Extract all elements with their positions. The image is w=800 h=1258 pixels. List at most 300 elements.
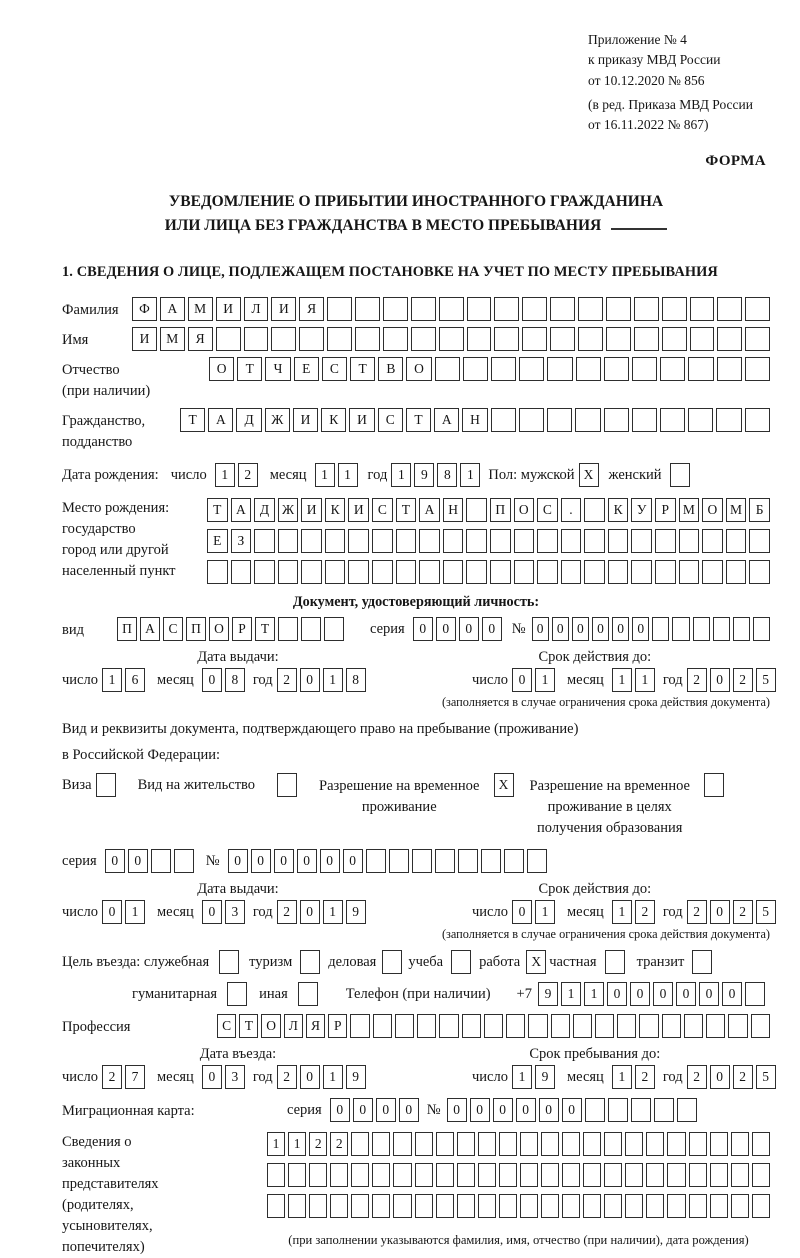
char-box[interactable] [662, 1014, 681, 1038]
char-box[interactable]: 0 [102, 900, 122, 924]
char-box[interactable] [436, 1163, 454, 1187]
given-name-input[interactable] [132, 327, 770, 351]
char-box[interactable]: 0 [607, 982, 627, 1006]
char-box[interactable]: 0 [482, 617, 502, 641]
res-issue-month-input[interactable] [202, 900, 245, 924]
char-box[interactable] [463, 357, 488, 381]
char-box[interactable] [462, 1014, 481, 1038]
char-box[interactable] [396, 560, 417, 584]
char-box[interactable]: Ж [278, 498, 299, 522]
char-box[interactable] [491, 408, 516, 432]
char-box[interactable] [728, 1014, 747, 1038]
char-box[interactable] [527, 849, 547, 873]
char-box[interactable] [350, 1014, 369, 1038]
char-box[interactable]: У [631, 498, 652, 522]
char-box[interactable] [733, 617, 750, 641]
char-box[interactable]: Т [237, 357, 262, 381]
patronymic-input[interactable] [209, 357, 770, 381]
char-box[interactable] [655, 529, 676, 553]
phone-input[interactable] [538, 982, 765, 1006]
char-box[interactable] [541, 1132, 559, 1156]
char-box[interactable] [632, 357, 657, 381]
char-box[interactable]: И [348, 498, 369, 522]
char-box[interactable] [693, 617, 710, 641]
char-box[interactable]: 6 [125, 668, 145, 692]
char-box[interactable] [662, 297, 687, 321]
char-box[interactable] [244, 327, 269, 351]
temp-residence-edu-checkbox[interactable] [704, 773, 724, 797]
char-box[interactable]: С [322, 357, 347, 381]
char-box[interactable] [672, 617, 689, 641]
char-box[interactable]: Л [244, 297, 269, 321]
char-box[interactable] [684, 1014, 703, 1038]
char-box[interactable]: 2 [238, 463, 258, 487]
doc-kind-input[interactable] [117, 617, 344, 641]
char-box[interactable]: 1 [460, 463, 480, 487]
char-box[interactable] [655, 560, 676, 584]
birth-place-line3-input[interactable] [207, 560, 770, 584]
char-box[interactable]: 0 [532, 617, 549, 641]
char-box[interactable] [439, 1014, 458, 1038]
purpose-other-checkbox[interactable] [298, 982, 318, 1006]
char-box[interactable] [520, 1194, 538, 1218]
char-box[interactable] [752, 1163, 770, 1187]
char-box[interactable]: 0 [128, 849, 148, 873]
representatives-line3-input[interactable] [267, 1194, 770, 1218]
profession-input[interactable] [217, 1014, 770, 1038]
char-box[interactable]: 2 [102, 1065, 122, 1089]
char-box[interactable]: 0 [710, 900, 730, 924]
char-box[interactable] [372, 529, 393, 553]
char-box[interactable]: 1 [512, 1065, 532, 1089]
char-box[interactable] [514, 529, 535, 553]
char-box[interactable]: 0 [353, 1098, 373, 1122]
birth-place-line2-input[interactable] [207, 529, 770, 553]
char-box[interactable] [731, 1163, 749, 1187]
char-box[interactable] [435, 357, 460, 381]
char-box[interactable]: 0 [512, 900, 532, 924]
char-box[interactable] [745, 327, 770, 351]
char-box[interactable]: 0 [722, 982, 742, 1006]
char-box[interactable]: Р [232, 617, 252, 641]
char-box[interactable] [631, 529, 652, 553]
char-box[interactable] [451, 950, 471, 974]
char-box[interactable] [494, 297, 519, 321]
char-box[interactable]: 5 [756, 668, 776, 692]
char-box[interactable] [324, 617, 344, 641]
char-box[interactable] [625, 1194, 643, 1218]
char-box[interactable] [227, 982, 247, 1006]
birth-place-line1-input[interactable] [207, 498, 770, 522]
char-box[interactable] [646, 1132, 664, 1156]
char-box[interactable] [309, 1163, 327, 1187]
char-box[interactable]: Т [180, 408, 205, 432]
char-box[interactable]: 0 [676, 982, 696, 1006]
char-box[interactable] [520, 1132, 538, 1156]
char-box[interactable] [301, 617, 321, 641]
char-box[interactable] [327, 297, 352, 321]
char-box[interactable] [478, 1163, 496, 1187]
mig-number-input[interactable] [447, 1098, 697, 1122]
char-box[interactable] [325, 529, 346, 553]
residence-permit-checkbox[interactable] [277, 773, 297, 797]
char-box[interactable] [277, 773, 297, 797]
char-box[interactable] [519, 357, 544, 381]
char-box[interactable] [689, 1132, 707, 1156]
char-box[interactable] [372, 560, 393, 584]
char-box[interactable] [522, 297, 547, 321]
char-box[interactable] [373, 1014, 392, 1038]
char-box[interactable]: Ч [265, 357, 290, 381]
char-box[interactable] [466, 529, 487, 553]
doc-valid-month-input[interactable] [612, 668, 655, 692]
char-box[interactable]: И [271, 297, 296, 321]
char-box[interactable]: 0 [710, 1065, 730, 1089]
char-box[interactable] [355, 297, 380, 321]
char-box[interactable] [288, 1163, 306, 1187]
purpose-transit-checkbox[interactable] [692, 950, 712, 974]
char-box[interactable] [667, 1132, 685, 1156]
char-box[interactable]: 9 [538, 982, 558, 1006]
char-box[interactable]: А [419, 498, 440, 522]
char-box[interactable]: П [186, 617, 206, 641]
res-issue-year-input[interactable] [277, 900, 366, 924]
char-box[interactable] [608, 529, 629, 553]
char-box[interactable] [151, 849, 171, 873]
char-box[interactable]: 1 [635, 668, 655, 692]
char-box[interactable] [366, 849, 386, 873]
char-box[interactable]: И [349, 408, 374, 432]
char-box[interactable] [632, 408, 657, 432]
char-box[interactable]: Т [255, 617, 275, 641]
char-box[interactable] [547, 357, 572, 381]
char-box[interactable] [578, 327, 603, 351]
char-box[interactable] [654, 1098, 674, 1122]
char-box[interactable] [608, 1098, 628, 1122]
char-box[interactable] [745, 297, 770, 321]
char-box[interactable] [583, 1194, 601, 1218]
char-box[interactable]: 0 [300, 668, 320, 692]
char-box[interactable] [207, 560, 228, 584]
char-box[interactable]: 0 [251, 849, 271, 873]
char-box[interactable] [745, 982, 765, 1006]
char-box[interactable] [254, 529, 275, 553]
char-box[interactable] [443, 529, 464, 553]
stay-month-input[interactable] [612, 1065, 655, 1089]
char-box[interactable] [278, 560, 299, 584]
res-issue-day-input[interactable] [102, 900, 145, 924]
char-box[interactable]: 1 [338, 463, 358, 487]
char-box[interactable]: О [702, 498, 723, 522]
char-box[interactable]: Т [207, 498, 228, 522]
char-box[interactable]: 8 [225, 668, 245, 692]
char-box[interactable] [372, 1194, 390, 1218]
char-box[interactable]: 1 [102, 668, 122, 692]
char-box[interactable] [417, 1014, 436, 1038]
char-box[interactable] [634, 327, 659, 351]
char-box[interactable] [731, 1194, 749, 1218]
char-box[interactable] [537, 529, 558, 553]
char-box[interactable]: 1 [391, 463, 411, 487]
char-box[interactable]: Я [188, 327, 213, 351]
res-valid-year-input[interactable] [687, 900, 776, 924]
char-box[interactable] [561, 529, 582, 553]
char-box[interactable]: Т [396, 498, 417, 522]
char-box[interactable] [389, 849, 409, 873]
char-box[interactable] [551, 1014, 570, 1038]
char-box[interactable] [383, 297, 408, 321]
char-box[interactable] [541, 1194, 559, 1218]
doc-valid-day-input[interactable] [512, 668, 555, 692]
char-box[interactable] [717, 327, 742, 351]
char-box[interactable]: Е [207, 529, 228, 553]
char-box[interactable] [646, 1163, 664, 1187]
doc-issue-day-input[interactable] [102, 668, 145, 692]
char-box[interactable] [679, 560, 700, 584]
char-box[interactable] [646, 1194, 664, 1218]
char-box[interactable] [490, 560, 511, 584]
char-box[interactable] [288, 1194, 306, 1218]
char-box[interactable] [478, 1132, 496, 1156]
char-box[interactable]: А [231, 498, 252, 522]
char-box[interactable] [457, 1132, 475, 1156]
char-box[interactable] [301, 529, 322, 553]
char-box[interactable]: И [216, 297, 241, 321]
char-box[interactable]: О [261, 1014, 280, 1038]
char-box[interactable]: 2 [277, 900, 297, 924]
char-box[interactable]: Т [406, 408, 431, 432]
char-box[interactable] [749, 560, 770, 584]
entry-year-input[interactable] [277, 1065, 366, 1089]
char-box[interactable]: 1 [323, 668, 343, 692]
char-box[interactable] [415, 1163, 433, 1187]
char-box[interactable] [396, 529, 417, 553]
char-box[interactable]: 0 [493, 1098, 513, 1122]
purpose-private-checkbox[interactable] [605, 950, 625, 974]
char-box[interactable]: Н [443, 498, 464, 522]
char-box[interactable]: В [378, 357, 403, 381]
char-box[interactable] [604, 1194, 622, 1218]
char-box[interactable]: 0 [436, 617, 456, 641]
purpose-humanitarian-checkbox[interactable] [227, 982, 247, 1006]
birth-day-input[interactable] [215, 463, 258, 487]
char-box[interactable]: М [726, 498, 747, 522]
char-box[interactable] [412, 849, 432, 873]
char-box[interactable]: 2 [733, 1065, 753, 1089]
char-box[interactable] [484, 1014, 503, 1038]
char-box[interactable] [584, 560, 605, 584]
char-box[interactable]: Ф [132, 297, 157, 321]
char-box[interactable] [174, 849, 194, 873]
char-box[interactable]: 0 [572, 617, 589, 641]
representatives-line2-input[interactable] [267, 1163, 770, 1187]
char-box[interactable] [604, 357, 629, 381]
char-box[interactable]: Р [328, 1014, 347, 1038]
char-box[interactable] [298, 982, 318, 1006]
doc-number-input[interactable] [532, 617, 770, 641]
char-box[interactable]: С [217, 1014, 236, 1038]
char-box[interactable]: 0 [330, 1098, 350, 1122]
char-box[interactable] [541, 1163, 559, 1187]
char-box[interactable]: 0 [516, 1098, 536, 1122]
char-box[interactable]: 8 [346, 668, 366, 692]
char-box[interactable] [652, 617, 669, 641]
mig-series-input[interactable] [330, 1098, 419, 1122]
char-box[interactable] [717, 357, 742, 381]
char-box[interactable] [514, 560, 535, 584]
char-box[interactable]: 2 [309, 1132, 327, 1156]
char-box[interactable] [393, 1194, 411, 1218]
char-box[interactable] [689, 1194, 707, 1218]
char-box[interactable] [752, 1194, 770, 1218]
char-box[interactable] [278, 529, 299, 553]
char-box[interactable] [419, 529, 440, 553]
char-box[interactable]: А [160, 297, 185, 321]
char-box[interactable] [639, 1014, 658, 1038]
char-box[interactable] [348, 560, 369, 584]
char-box[interactable] [330, 1194, 348, 1218]
char-box[interactable]: А [434, 408, 459, 432]
char-box[interactable] [575, 408, 600, 432]
char-box[interactable] [710, 1163, 728, 1187]
char-box[interactable]: X [494, 773, 514, 797]
char-box[interactable] [631, 1098, 651, 1122]
char-box[interactable] [96, 773, 116, 797]
char-box[interactable] [435, 849, 455, 873]
char-box[interactable] [561, 560, 582, 584]
char-box[interactable] [382, 950, 402, 974]
char-box[interactable]: 0 [228, 849, 248, 873]
char-box[interactable]: 1 [267, 1132, 285, 1156]
char-box[interactable]: 0 [202, 900, 222, 924]
char-box[interactable] [706, 1014, 725, 1038]
char-box[interactable] [467, 327, 492, 351]
char-box[interactable] [606, 327, 631, 351]
char-box[interactable] [499, 1163, 517, 1187]
char-box[interactable] [692, 950, 712, 974]
char-box[interactable] [550, 297, 575, 321]
char-box[interactable]: Е [294, 357, 319, 381]
char-box[interactable] [395, 1014, 414, 1038]
char-box[interactable] [745, 408, 770, 432]
char-box[interactable] [583, 1163, 601, 1187]
char-box[interactable]: 0 [297, 849, 317, 873]
char-box[interactable] [436, 1194, 454, 1218]
char-box[interactable] [731, 1132, 749, 1156]
char-box[interactable] [751, 1014, 770, 1038]
char-box[interactable]: 0 [320, 849, 340, 873]
citizenship-input[interactable] [180, 408, 770, 432]
char-box[interactable]: М [188, 297, 213, 321]
char-box[interactable]: 2 [687, 900, 707, 924]
char-box[interactable] [490, 529, 511, 553]
char-box[interactable] [231, 560, 252, 584]
surname-input[interactable] [132, 297, 770, 321]
char-box[interactable] [585, 1098, 605, 1122]
char-box[interactable]: 0 [274, 849, 294, 873]
char-box[interactable] [608, 560, 629, 584]
char-box[interactable] [688, 357, 713, 381]
char-box[interactable]: П [490, 498, 511, 522]
char-box[interactable]: 0 [592, 617, 609, 641]
char-box[interactable]: 2 [635, 1065, 655, 1089]
char-box[interactable]: 1 [288, 1132, 306, 1156]
char-box[interactable] [278, 617, 298, 641]
char-box[interactable] [467, 297, 492, 321]
char-box[interactable] [752, 1132, 770, 1156]
char-box[interactable] [355, 327, 380, 351]
char-box[interactable]: 2 [330, 1132, 348, 1156]
char-box[interactable]: 1 [612, 900, 632, 924]
char-box[interactable] [713, 617, 730, 641]
char-box[interactable] [604, 1163, 622, 1187]
doc-valid-year-input[interactable] [687, 668, 776, 692]
char-box[interactable] [267, 1163, 285, 1187]
char-box[interactable] [267, 1194, 285, 1218]
char-box[interactable]: 0 [447, 1098, 467, 1122]
char-box[interactable] [301, 560, 322, 584]
char-box[interactable] [393, 1132, 411, 1156]
char-box[interactable]: Л [284, 1014, 303, 1038]
char-box[interactable] [383, 327, 408, 351]
char-box[interactable] [605, 950, 625, 974]
char-box[interactable]: 0 [105, 849, 125, 873]
char-box[interactable] [573, 1014, 592, 1038]
res-valid-day-input[interactable] [512, 900, 555, 924]
char-box[interactable]: О [514, 498, 535, 522]
entry-month-input[interactable] [202, 1065, 245, 1089]
purpose-official-checkbox[interactable] [219, 950, 239, 974]
char-box[interactable] [617, 1014, 636, 1038]
char-box[interactable] [584, 498, 605, 522]
char-box[interactable] [710, 1132, 728, 1156]
char-box[interactable] [604, 1132, 622, 1156]
char-box[interactable]: 1 [612, 1065, 632, 1089]
char-box[interactable] [504, 849, 524, 873]
char-box[interactable]: О [406, 357, 431, 381]
char-box[interactable] [662, 327, 687, 351]
char-box[interactable] [327, 327, 352, 351]
char-box[interactable]: О [209, 357, 234, 381]
char-box[interactable]: Т [350, 357, 375, 381]
char-box[interactable]: З [231, 529, 252, 553]
char-box[interactable] [631, 560, 652, 584]
char-box[interactable]: 3 [225, 900, 245, 924]
stay-year-input[interactable] [687, 1065, 776, 1089]
char-box[interactable] [688, 408, 713, 432]
char-box[interactable] [499, 1194, 517, 1218]
char-box[interactable] [348, 529, 369, 553]
char-box[interactable] [550, 327, 575, 351]
char-box[interactable] [506, 1014, 525, 1038]
char-box[interactable]: С [163, 617, 183, 641]
char-box[interactable]: А [140, 617, 160, 641]
char-box[interactable]: 5 [756, 900, 776, 924]
char-box[interactable]: 5 [756, 1065, 776, 1089]
char-box[interactable] [466, 498, 487, 522]
char-box[interactable] [457, 1194, 475, 1218]
res-series-input[interactable] [105, 849, 194, 873]
char-box[interactable]: Я [306, 1014, 325, 1038]
char-box[interactable] [372, 1163, 390, 1187]
char-box[interactable] [520, 1163, 538, 1187]
char-box[interactable]: 2 [277, 668, 297, 692]
char-box[interactable]: 9 [346, 1065, 366, 1089]
char-box[interactable] [411, 327, 436, 351]
char-box[interactable] [562, 1194, 580, 1218]
char-box[interactable] [689, 1163, 707, 1187]
char-box[interactable]: 3 [225, 1065, 245, 1089]
